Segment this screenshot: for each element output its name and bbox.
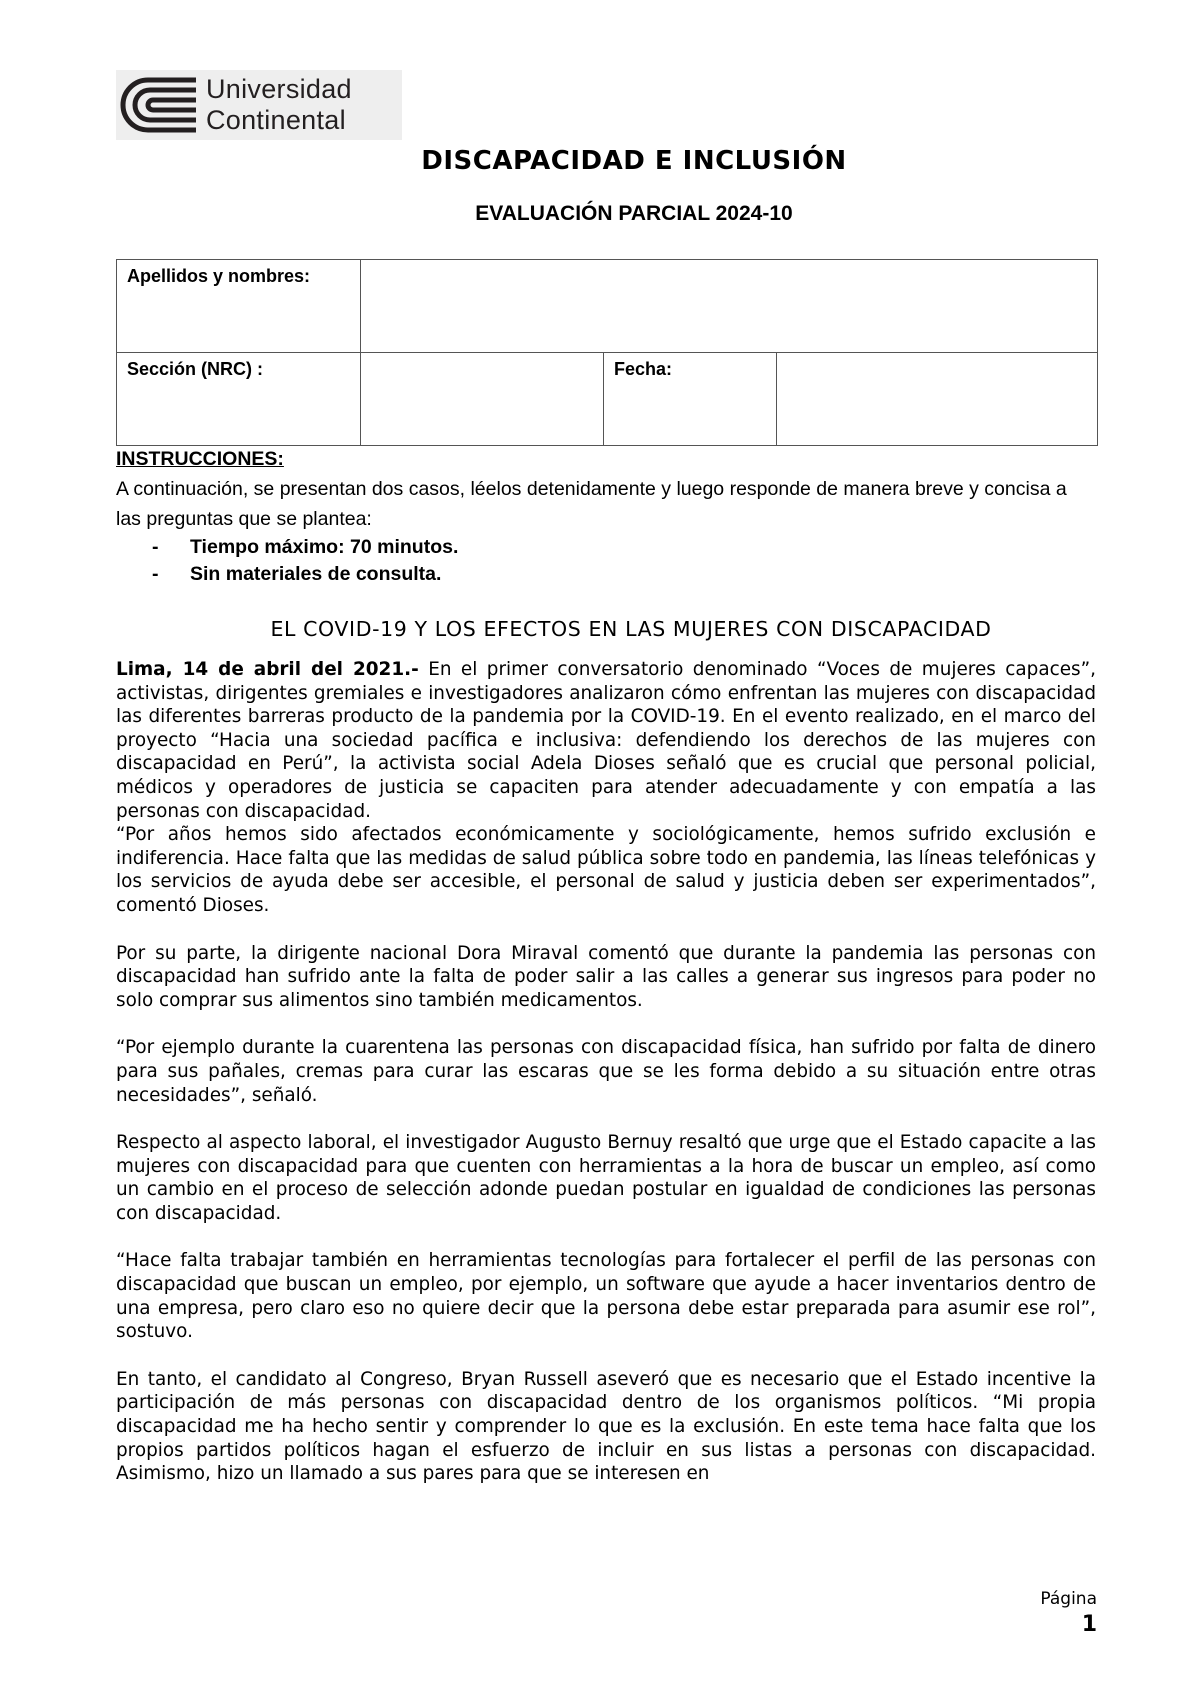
paragraph: “Hace falta trabajar también en herramientas tecnologías para fortalecer el perfil de las personas con discapacidad que buscan un empleo, por ejemplo, un software que ayude a hacer inventarios dentro de una empresa, pero claro eso no quiere decir que la persona debe estar preparada para asumir ese rol”, sostuvo. — [116, 1250, 1096, 1343]
course-title: DISCAPACIDAD E INCLUSIÓN — [421, 146, 847, 176]
list-item: - Sin materiales de consulta. — [152, 563, 442, 585]
instructions — [116, 444, 1096, 588]
paragraph: Lima, 14 de abril del 2021.- En el primer conversatorio denominado “Voces de mujeres capaces”, activistas, dirigentes gremiales e investigadores analizaron cómo enfrentan las mujeres con discapacidad las diferentes barreras producto de la pandemia por la COVID-19. En el evento realizado, en el marco del proyecto “Hacia una sociedad pacífica e inclusiva: defendiendo los derechos de las mujeres con discapacidad en Perú”, la activista social Adela Dioses señaló que es crucial que personal policial, médicos y operadores de justicia se capaciten para atender adecuadamente y con empatía a las personas con discapacidad. — [116, 659, 1096, 822]
instructions-heading: INSTRUCCIONES: — [116, 448, 284, 470]
paragraph: Respecto al aspecto laboral, el investigador Augusto Bernuy resaltó que urge que el Estado capacite a las mujeres con discapacidad para que cuenten con herramientas a la hora de buscar un empleo, así como un cambio en el proceso de selección adonde puedan postular en igualdad de condiciones las personas con discapacidad. — [116, 1132, 1096, 1224]
page-label: Página — [1040, 1589, 1097, 1609]
list-item: - Tiempo máximo: 70 minutos. — [152, 536, 459, 558]
section-field[interactable] — [361, 353, 604, 446]
instructions-text: A continuación, se presentan dos casos, léelos detenidamente y luego responde de manera breve y concisa a las preguntas que se plantea: — [116, 478, 1067, 530]
article-body — [116, 658, 1096, 1486]
date-label: Fecha: — [604, 353, 777, 446]
logo-line-1: Universidad — [206, 74, 352, 104]
date-field[interactable] — [777, 353, 1098, 446]
paragraph: En tanto, el candidato al Congreso, Bryan Russell aseveró que es necesario que el Estado incentive la participación de más personas con discapacidad dentro de los organismos políticos. “Mi propia discapacidad me ha hecho sentir y comprender lo que es la exclusión. En este tema hace falta que los propios partidos políticos hagan el esfuerzo de incluir en sus listas a personas con discapacidad. Asimismo, hizo un llamado a sus pares para que se interesen en — [116, 1368, 1096, 1485]
paragraph: Por su parte, la dirigente nacional Dora Miraval comentó que durante la pandemia las personas con discapacidad han sufrido ante la falta de poder salir a las calles a generar sus ingresos para poder no solo comprar sus alimentos sino también medicamentos. — [116, 942, 1096, 1011]
paragraph: “Por ejemplo durante la cuarentena las personas con discapacidad física, han sufrido por falta de dinero para sus pañales, cremas para curar las escaras que se les forma debido a su situación entre otras necesidades”, señaló. — [116, 1037, 1096, 1106]
exam-subtitle: EVALUACIÓN PARCIAL 2024-10 — [475, 202, 793, 225]
university-logo — [116, 70, 402, 140]
logo-mark-icon — [118, 74, 200, 136]
paragraph: “Por años hemos sido afectados económicamente y sociológicamente, hemos sufrido exclusión e indiferencia. Hace falta que las medidas de salud pública sobre todo en pandemia, las líneas telefónicas y los servicios de ayuda debe ser accesible, el personal de salud y justicia deben ser experimentados”, comentó Dioses. — [116, 824, 1096, 916]
article-title: EL COVID-19 Y LOS EFECTOS EN LAS MUJERES CON DISCAPACIDAD — [270, 617, 992, 641]
student-info-table — [116, 259, 1098, 446]
section-label: Sección (NRC) : — [117, 353, 361, 446]
page-number: 1 — [1081, 1612, 1097, 1637]
name-label: Apellidos y nombres: — [117, 260, 361, 353]
page-footer — [1040, 1586, 1097, 1638]
dateline: Lima, 14 de abril del 2021.- — [116, 659, 419, 680]
logo-line-2: Continental — [206, 105, 346, 135]
instructions-list — [116, 534, 1096, 588]
name-field[interactable] — [361, 260, 1098, 353]
